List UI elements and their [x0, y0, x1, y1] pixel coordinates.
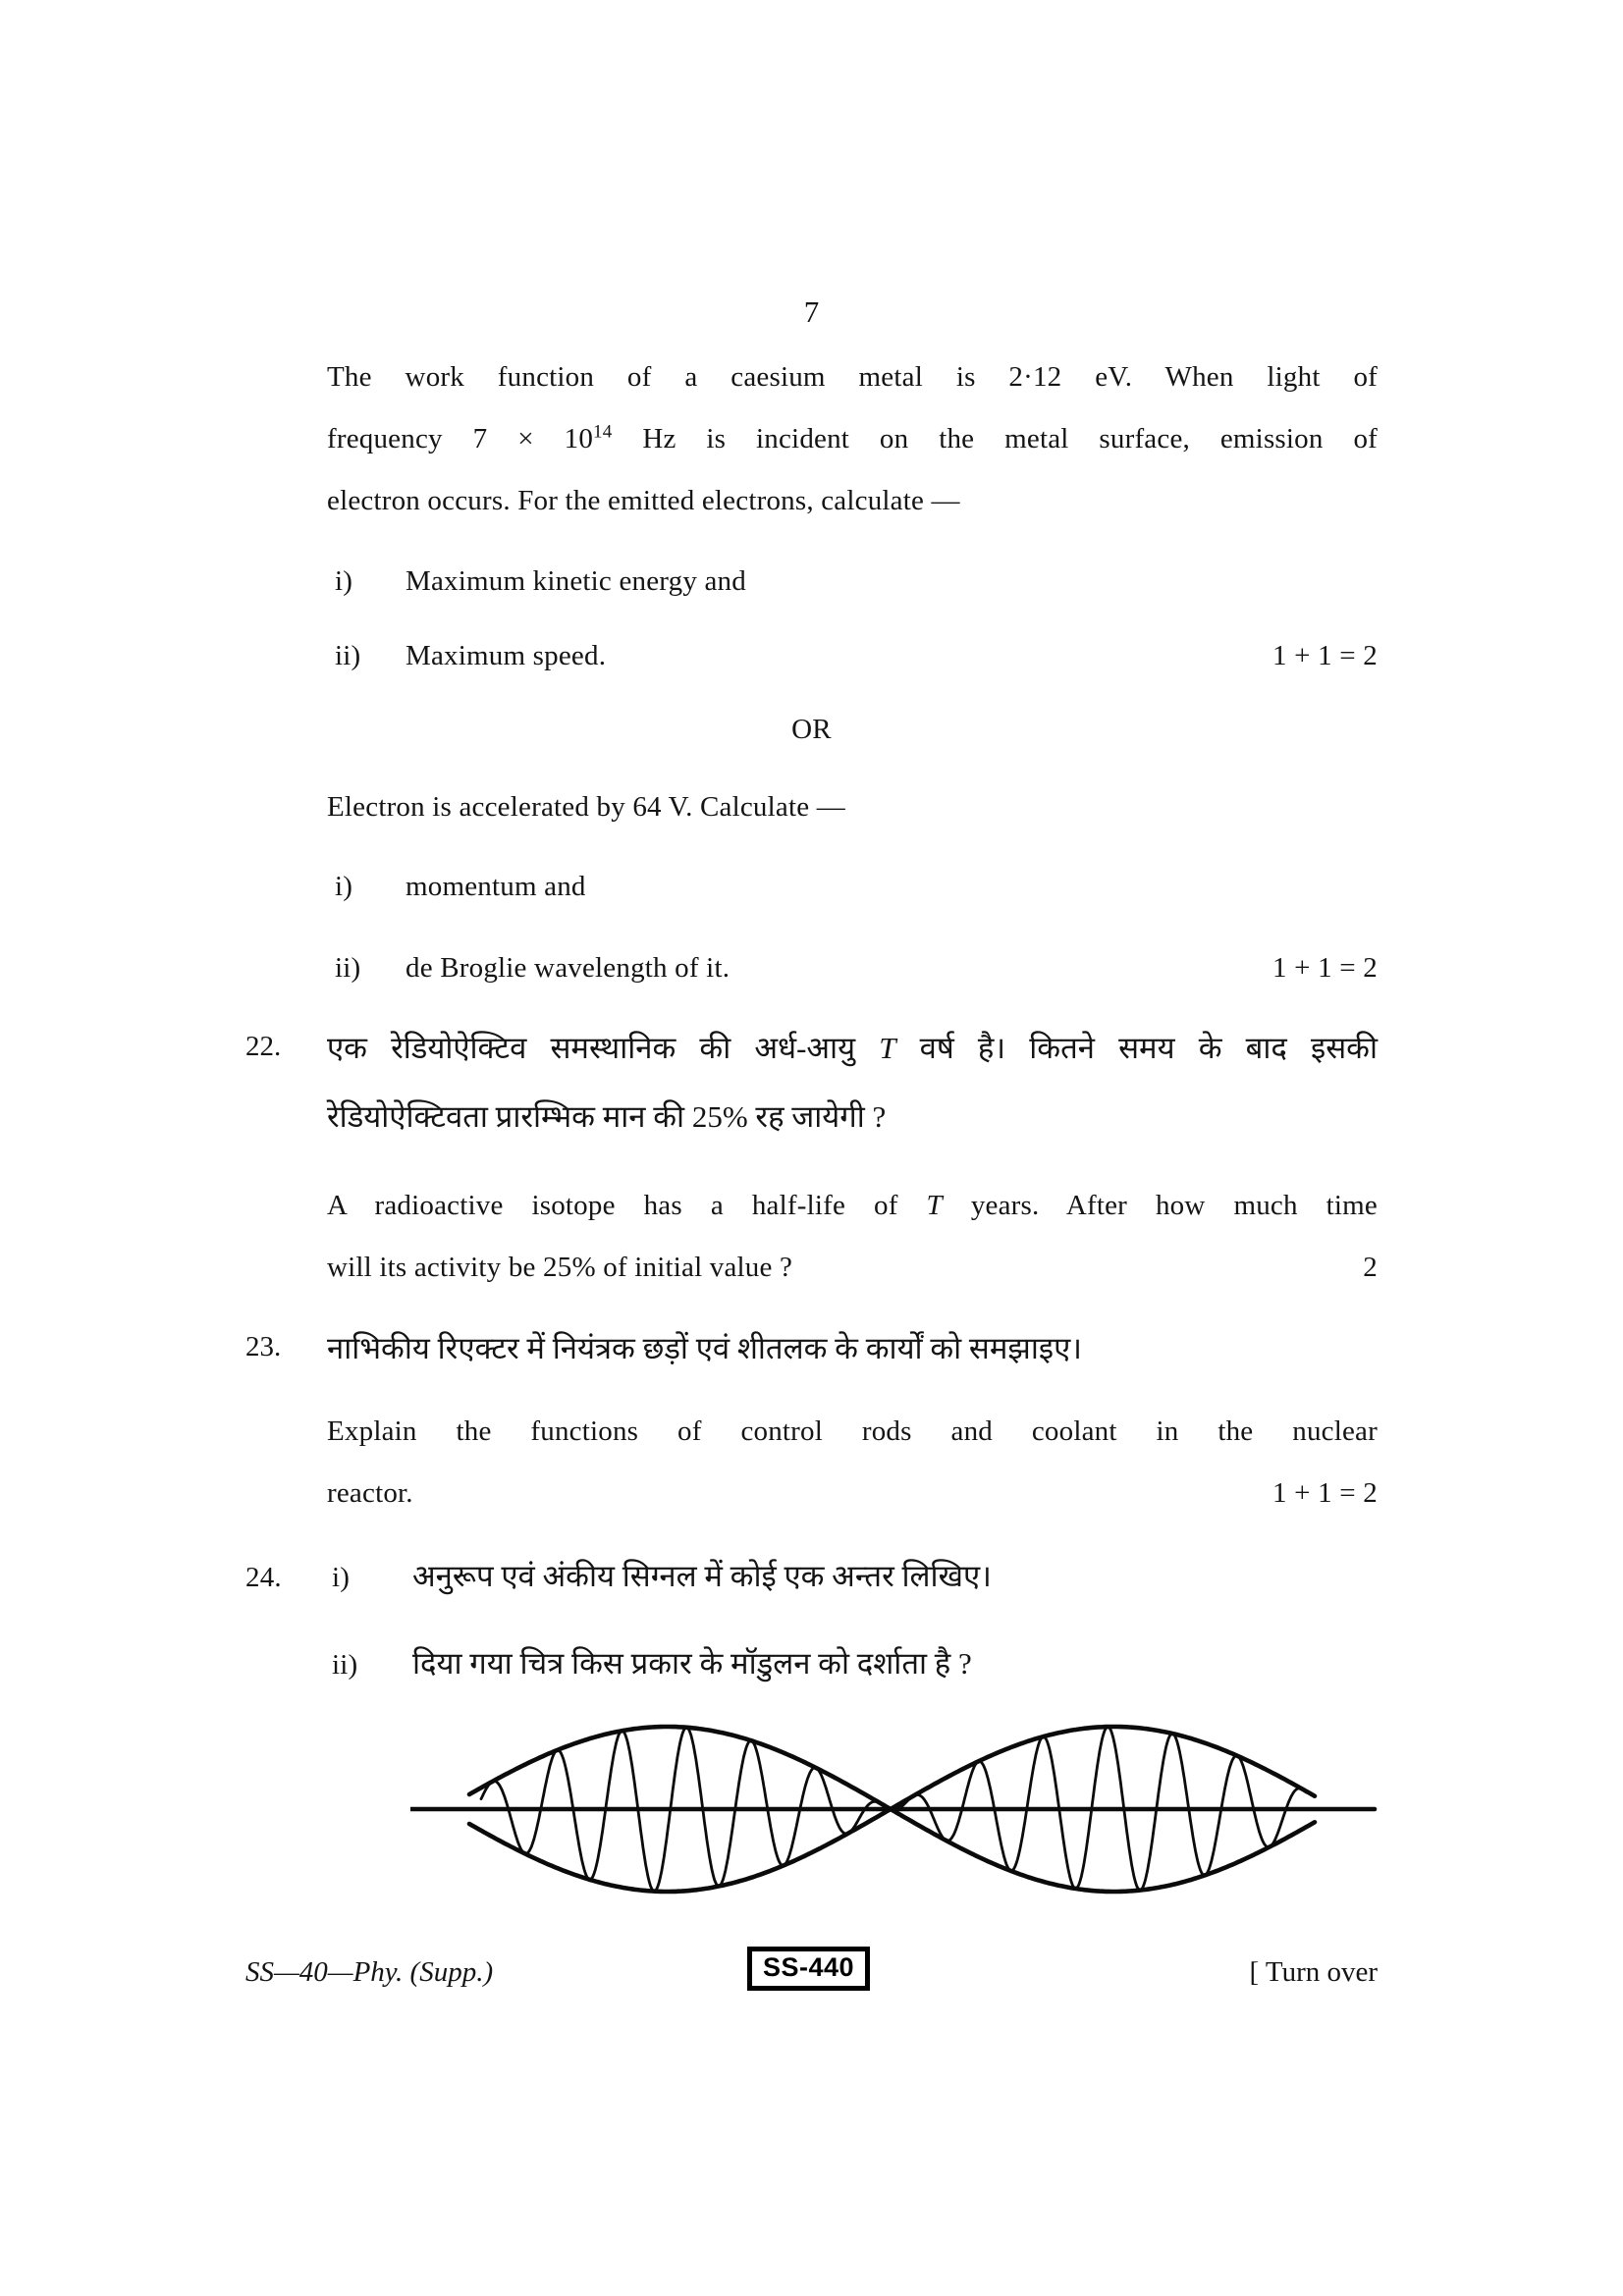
- or-separator: OR: [791, 714, 832, 745]
- exponent-14: 14: [593, 421, 613, 443]
- list-item: [335, 952, 1378, 985]
- q21-paragraph-line1: The work function of a caesium metal is 2·12 eV. When light of: [327, 361, 1378, 393]
- question-number-22: 22.: [245, 1031, 282, 1062]
- list-item: [335, 871, 1378, 903]
- variable-T: T: [926, 1190, 943, 1221]
- list-item-text: de Broglie wavelength of it.: [406, 952, 730, 984]
- list-item-text: momentum and: [406, 871, 586, 902]
- q24-item-text: अनुरूप एवं अंकीय सिग्नल में कोई एक अन्तर लिखिए।: [412, 1559, 992, 1593]
- list-marker: ii): [335, 952, 361, 984]
- question-number-23: 23.: [245, 1331, 282, 1362]
- q23-hindi: नाभिकीय रिएक्टर में नियंत्रक छड़ों एवं शीतलक के कार्यों को समझाइए।: [327, 1331, 1082, 1365]
- list-item-text: Maximum speed.: [406, 640, 607, 671]
- q24-item: [245, 1555, 1378, 1596]
- list-item: [335, 640, 1378, 672]
- page-number: 7: [803, 294, 820, 329]
- variable-T: T: [879, 1031, 896, 1065]
- amplitude-modulated-wave: [410, 1720, 1382, 1901]
- list-item-text: Maximum kinetic energy and: [406, 565, 746, 597]
- q21-line2-post: Hz is incident on the metal surface, emission of: [612, 423, 1379, 454]
- q23-english-line2: [327, 1477, 1378, 1510]
- am-wave-figure: [410, 1720, 1382, 1901]
- q21-paragraph-line3: electron occurs. For the emitted electrons, calculate —: [327, 485, 960, 516]
- q24-item: [245, 1642, 1378, 1683]
- q22-hindi-pre: एक रेडियोऐक्टिव समस्थानिक की अर्ध-आयु: [327, 1031, 880, 1065]
- list-item: [335, 565, 1378, 598]
- q22-english-line2: [327, 1252, 1378, 1284]
- list-marker: ii): [335, 640, 361, 671]
- q24-item-text: दिया गया चित्र किस प्रकार के मॉडुलन को दर्शाता है ?: [412, 1646, 972, 1681]
- list-marker: i): [335, 871, 353, 902]
- q22-hindi-line1: [327, 1027, 1378, 1068]
- marks-value: 2: [1363, 1252, 1378, 1283]
- question-number-24: 24.: [245, 1562, 282, 1593]
- footer-paper-code: SS—40—Phy. (Supp.): [245, 1956, 494, 1988]
- q21-line2-pre: frequency 7 × 10: [327, 423, 594, 454]
- q22-hindi-post: वर्ष है। कितने समय के बाद इसकी: [895, 1031, 1378, 1065]
- marks-value: 1 + 1 = 2: [1271, 1477, 1378, 1509]
- q21-paragraph-line2: [327, 423, 1378, 455]
- list-marker: ii): [332, 1649, 358, 1681]
- marks-value: 1 + 1 = 2: [1271, 952, 1378, 984]
- q23-english-line1: Explain the functions of control rods and coolant in the nuclear: [327, 1415, 1378, 1447]
- marks-value: 1 + 1 = 2: [1271, 640, 1378, 671]
- list-marker: i): [332, 1562, 351, 1593]
- q22-english-pre: A radioactive isotope has a half-life of: [327, 1190, 927, 1221]
- q23-english-text: reactor.: [327, 1477, 413, 1509]
- q22-hindi-line2: रेडियोऐक्टिवता प्रारम्भिक मान की 25% रह जायेगी ?: [327, 1099, 887, 1134]
- q22-english-line1: [327, 1190, 1378, 1222]
- q22-english-text: will its activity be 25% of initial value ?: [327, 1252, 793, 1283]
- list-marker: i): [335, 565, 353, 597]
- footer-paper-number-box: SS-440: [747, 1947, 870, 1991]
- q21-alt-paragraph: Electron is accelerated by 64 V. Calculate —: [327, 791, 845, 823]
- q22-english-post: years. After how much time: [942, 1190, 1378, 1221]
- footer-turn-over: [ Turn over: [1249, 1956, 1378, 1988]
